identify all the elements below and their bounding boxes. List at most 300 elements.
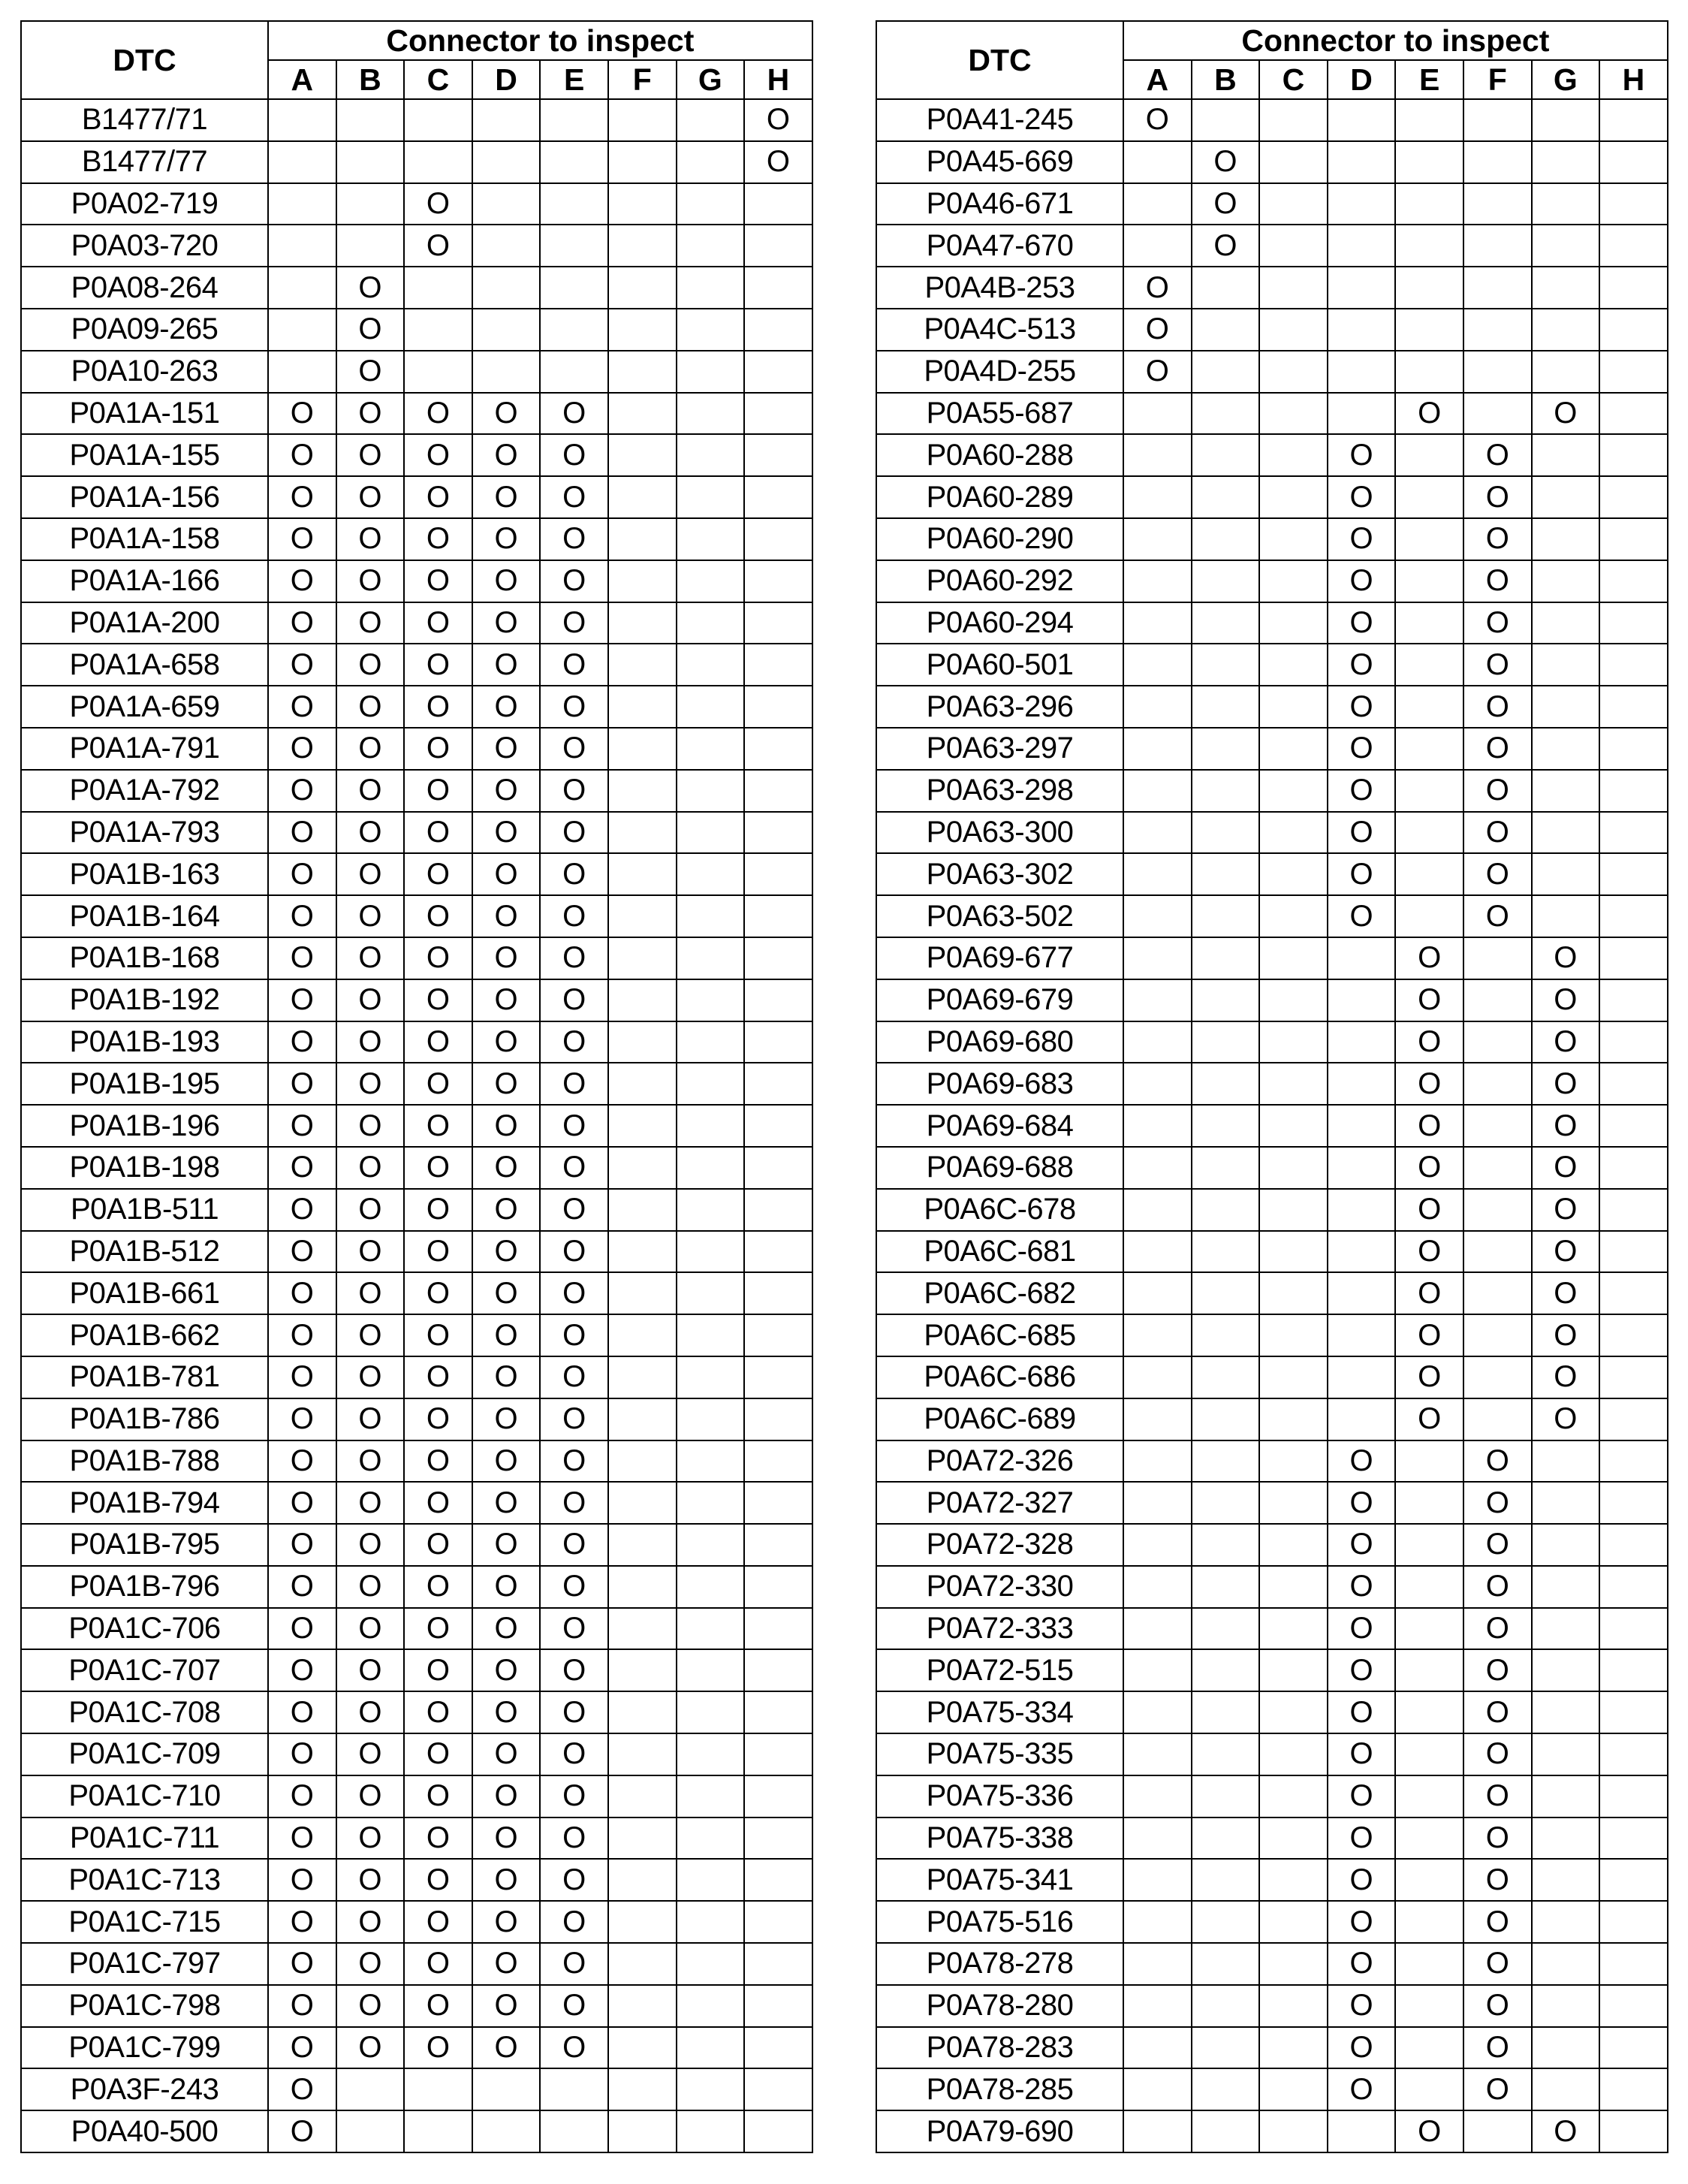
connector-cell-e <box>1395 895 1463 937</box>
connector-cell-f <box>608 1943 677 1985</box>
dtc-code: P0A1C-711 <box>21 1817 268 1860</box>
connector-cell-h <box>1599 1733 1668 1775</box>
connector-cell-f: O <box>1463 1901 1532 1943</box>
connector-cell-a <box>1123 434 1192 476</box>
connector-cell-f: O <box>1463 1859 1532 1901</box>
connector-cell-e: O <box>540 770 608 812</box>
connector-cell-a <box>1123 1943 1192 1985</box>
connector-cell-c <box>404 309 472 351</box>
table-row <box>876 1105 1668 1147</box>
connector-cell-f: O <box>1463 2068 1532 2110</box>
dtc-code: P0A1C-710 <box>21 1775 268 1817</box>
connector-cell-c: O <box>404 1566 472 1608</box>
connector-cell-b <box>1192 1608 1260 1650</box>
connector-cell-d: O <box>472 1314 541 1356</box>
table-row <box>876 1314 1668 1356</box>
connector-cell-c <box>1259 1147 1328 1189</box>
connector-cell-g <box>677 1566 745 1608</box>
left-table-body <box>21 99 812 2152</box>
connector-cell-g <box>677 1985 745 2027</box>
table-row <box>21 267 812 309</box>
connector-cell-b: O <box>336 434 405 476</box>
connector-cell-f <box>1463 1063 1532 1105</box>
connector-cell-c: O <box>404 1775 472 1817</box>
connector-cell-e <box>1395 141 1463 183</box>
connector-cell-a: O <box>268 1398 336 1440</box>
connector-cell-f <box>1463 393 1532 435</box>
connector-cell-c <box>404 351 472 393</box>
dtc-code: P0A1B-168 <box>21 937 268 979</box>
connector-cell-a: O <box>268 937 336 979</box>
connector-cell-h <box>1599 853 1668 895</box>
connector-cell-d: O <box>472 1649 541 1691</box>
connector-cell-b <box>1192 267 1260 309</box>
dtc-code: P0A1A-658 <box>21 644 268 686</box>
table-row <box>876 770 1668 812</box>
connector-cell-e <box>540 183 608 225</box>
connector-cell-b: O <box>336 1985 405 2027</box>
dtc-code: P0A78-285 <box>876 2068 1123 2110</box>
connector-cell-b: O <box>1192 225 1260 267</box>
connector-cell-d: O <box>1328 1859 1396 1901</box>
connector-cell-f: O <box>1463 2027 1532 2069</box>
connector-cell-a: O <box>268 1524 336 1566</box>
connector-cell-a <box>1123 1105 1192 1147</box>
connector-cell-b: O <box>336 1524 405 1566</box>
connector-cell-e: O <box>540 1817 608 1860</box>
connector-cell-f <box>608 1649 677 1691</box>
connector-cell-e: O <box>540 1105 608 1147</box>
connector-cell-c: O <box>404 518 472 560</box>
connector-cell-h <box>1599 560 1668 602</box>
connector-cell-c: O <box>404 1147 472 1189</box>
connector-cell-f <box>1463 1021 1532 1063</box>
connector-cell-g <box>1532 1566 1600 1608</box>
dtc-code: P0A1A-659 <box>21 686 268 728</box>
connector-cell-b: O <box>336 1231 405 1273</box>
connector-cell-f <box>1463 979 1532 1021</box>
connector-cell-a <box>1123 1482 1192 1524</box>
connector-cell-h <box>744 2110 812 2152</box>
connector-cell-b: O <box>336 1691 405 1733</box>
connector-cell-h <box>744 1356 812 1398</box>
dtc-code: P0A1A-151 <box>21 393 268 435</box>
connector-cell-g <box>1532 1482 1600 1524</box>
table-row <box>876 895 1668 937</box>
table-row <box>21 99 812 141</box>
connector-cell-e <box>1395 1691 1463 1733</box>
connector-cell-d: O <box>472 1608 541 1650</box>
connector-cell-h <box>744 434 812 476</box>
connector-cell-f <box>1463 99 1532 141</box>
connector-cell-h <box>744 1775 812 1817</box>
dtc-code: P0A1A-793 <box>21 812 268 854</box>
connector-cell-b: O <box>336 728 405 770</box>
connector-cell-d: O <box>1328 1440 1396 1483</box>
connector-cell-c: O <box>404 1105 472 1147</box>
table-row <box>876 225 1668 267</box>
connector-cell-g: O <box>1532 1063 1600 1105</box>
connector-cell-g <box>677 853 745 895</box>
connector-cell-d: O <box>472 560 541 602</box>
connector-cell-g <box>677 1608 745 1650</box>
connector-cell-c <box>1259 518 1328 560</box>
connector-cell-g <box>677 2068 745 2110</box>
connector-cell-g <box>1532 1691 1600 1733</box>
dtc-code: P0A72-328 <box>876 1524 1123 1566</box>
connector-cell-h <box>1599 728 1668 770</box>
connector-cell-a <box>1123 1775 1192 1817</box>
connector-cell-b: O <box>336 351 405 393</box>
connector-cell-e: O <box>540 1231 608 1273</box>
connector-cell-g <box>677 1272 745 1314</box>
connector-cell-b <box>1192 309 1260 351</box>
connector-cell-f <box>608 1147 677 1189</box>
table-row <box>21 393 812 435</box>
connector-cell-a <box>1123 1985 1192 2027</box>
table-row <box>21 1733 812 1775</box>
dtc-code: P0A4B-253 <box>876 267 1123 309</box>
connector-cell-d: O <box>1328 686 1396 728</box>
connector-cell-a <box>1123 141 1192 183</box>
connector-cell-d: O <box>1328 1691 1396 1733</box>
table-row <box>21 1272 812 1314</box>
dtc-code: P0A1C-715 <box>21 1901 268 1943</box>
connector-cell-g <box>677 1440 745 1483</box>
connector-cell-f <box>608 518 677 560</box>
dtc-code: P0A1B-198 <box>21 1147 268 1189</box>
connector-cell-e <box>1395 518 1463 560</box>
connector-cell-h <box>1599 1943 1668 1985</box>
connector-cell-f <box>608 979 677 1021</box>
table-row <box>876 853 1668 895</box>
connector-cell-e <box>540 351 608 393</box>
dtc-code: P0A75-336 <box>876 1775 1123 1817</box>
connector-cell-f <box>1463 351 1532 393</box>
connector-cell-e <box>1395 1901 1463 1943</box>
connector-cell-b <box>1192 1901 1260 1943</box>
connector-header: Connector to inspect <box>268 21 812 60</box>
connector-cell-h <box>744 1817 812 1860</box>
connector-cell-a <box>1123 1021 1192 1063</box>
connector-cell-h <box>1599 1105 1668 1147</box>
connector-cell-g <box>1532 770 1600 812</box>
connector-cell-f <box>608 1733 677 1775</box>
connector-cell-d <box>472 141 541 183</box>
connector-cell-c <box>1259 1189 1328 1231</box>
dtc-header: DTC <box>876 21 1123 99</box>
connector-cell-e <box>1395 686 1463 728</box>
dtc-code: P0A1A-158 <box>21 518 268 560</box>
connector-cell-h <box>744 770 812 812</box>
connector-cell-a <box>1123 1440 1192 1483</box>
connector-cell-a <box>1123 853 1192 895</box>
dtc-code: P0A72-326 <box>876 1440 1123 1483</box>
connector-cell-g <box>677 476 745 518</box>
dtc-code: P0A1C-707 <box>21 1649 268 1691</box>
connector-cell-a <box>1123 1691 1192 1733</box>
connector-cell-a: O <box>268 1608 336 1650</box>
connector-cell-b <box>1192 1314 1260 1356</box>
connector-cell-a <box>1123 1063 1192 1105</box>
table-row <box>876 602 1668 644</box>
table-row <box>21 351 812 393</box>
connector-cell-h <box>1599 1063 1668 1105</box>
table-row <box>21 560 812 602</box>
connector-cell-f <box>608 937 677 979</box>
connector-cell-f <box>1463 1147 1532 1189</box>
connector-cell-g <box>1532 2027 1600 2069</box>
table-row <box>21 1189 812 1231</box>
connector-cell-h <box>744 1943 812 1985</box>
connector-cell-h <box>1599 183 1668 225</box>
connector-cell-d: O <box>472 728 541 770</box>
connector-cell-d: O <box>472 1147 541 1189</box>
connector-cell-a: O <box>268 1733 336 1775</box>
connector-cell-f <box>608 351 677 393</box>
connector-cell-e: O <box>1395 2110 1463 2152</box>
connector-cell-c: O <box>404 1189 472 1231</box>
connector-cell-b <box>1192 2027 1260 2069</box>
connector-cell-e <box>1395 309 1463 351</box>
connector-cell-b: O <box>336 644 405 686</box>
connector-cell-a <box>1123 1147 1192 1189</box>
connector-cell-f <box>1463 1189 1532 1231</box>
table-row <box>876 434 1668 476</box>
connector-cell-c <box>1259 1691 1328 1733</box>
connector-cell-b <box>1192 895 1260 937</box>
dtc-code: P0A1C-799 <box>21 2027 268 2069</box>
connector-cell-f <box>608 770 677 812</box>
connector-cell-a: O <box>268 1985 336 2027</box>
connector-cell-c <box>1259 1105 1328 1147</box>
connector-cell-g <box>677 518 745 560</box>
table-row <box>21 728 812 770</box>
connector-cell-g: O <box>1532 1189 1600 1231</box>
table-row <box>876 1189 1668 1231</box>
table-row <box>876 141 1668 183</box>
connector-cell-b <box>1192 770 1260 812</box>
connector-cell-h <box>1599 1440 1668 1483</box>
dtc-code: P0A1B-781 <box>21 1356 268 1398</box>
connector-cell-a: O <box>268 644 336 686</box>
dtc-code: P0A6C-681 <box>876 1231 1123 1273</box>
dtc-code: P0A60-288 <box>876 434 1123 476</box>
table-row <box>21 2027 812 2069</box>
connector-cell-b: O <box>336 979 405 1021</box>
table-row <box>21 476 812 518</box>
connector-cell-h <box>1599 225 1668 267</box>
connector-cell-e: O <box>540 1021 608 1063</box>
connector-cell-b: O <box>336 1021 405 1063</box>
connector-cell-c: O <box>404 1817 472 1860</box>
connector-cell-a: O <box>268 1943 336 1985</box>
connector-cell-a: O <box>268 2068 336 2110</box>
right-table-body <box>876 99 1668 2152</box>
table-row <box>876 476 1668 518</box>
connector-cell-b: O <box>336 1775 405 1817</box>
connector-cell-e: O <box>540 895 608 937</box>
connector-cell-f <box>608 1105 677 1147</box>
connector-cell-b <box>1192 1272 1260 1314</box>
table-row <box>876 1733 1668 1775</box>
table-row <box>876 351 1668 393</box>
table-row <box>21 979 812 1021</box>
connector-cell-g <box>1532 1985 1600 2027</box>
connector-cell-d: O <box>472 1272 541 1314</box>
dtc-code: P0A6C-678 <box>876 1189 1123 1231</box>
table-row <box>21 853 812 895</box>
table-row <box>21 1985 812 2027</box>
connector-cell-d: O <box>1328 1775 1396 1817</box>
connector-cell-e: O <box>540 1859 608 1901</box>
dtc-code: P0A1B-164 <box>21 895 268 937</box>
dtc-code: P0A69-683 <box>876 1063 1123 1105</box>
connector-cell-c: O <box>404 183 472 225</box>
dtc-code: P0A79-690 <box>876 2110 1123 2152</box>
connector-cell-b <box>1192 1231 1260 1273</box>
connector-cell-g <box>1532 225 1600 267</box>
connector-cell-b <box>1192 1063 1260 1105</box>
connector-cell-e: O <box>1395 1398 1463 1440</box>
connector-cell-e: O <box>540 1649 608 1691</box>
connector-cell-d: O <box>1328 1482 1396 1524</box>
column-header-a: A <box>1123 60 1192 99</box>
connector-cell-b: O <box>336 937 405 979</box>
table-row <box>876 1231 1668 1273</box>
connector-cell-h <box>1599 1231 1668 1273</box>
connector-cell-e <box>540 141 608 183</box>
connector-cell-d <box>472 2068 541 2110</box>
connector-cell-e: O <box>540 560 608 602</box>
connector-cell-g <box>677 1482 745 1524</box>
table-row <box>876 1021 1668 1063</box>
table-row <box>876 393 1668 435</box>
connector-cell-h <box>744 2027 812 2069</box>
connector-cell-h <box>1599 99 1668 141</box>
connector-cell-g: O <box>1532 393 1600 435</box>
dtc-code: P0A1B-193 <box>21 1021 268 1063</box>
connector-cell-h <box>1599 1901 1668 1943</box>
table-row <box>21 1859 812 1901</box>
connector-cell-g <box>1532 895 1600 937</box>
connector-cell-e: O <box>540 853 608 895</box>
connector-cell-f <box>608 1231 677 1273</box>
connector-cell-c <box>1259 1733 1328 1775</box>
connector-cell-a: O <box>268 728 336 770</box>
connector-cell-e <box>1395 1775 1463 1817</box>
connector-cell-e: O <box>540 1943 608 1985</box>
connector-cell-g <box>677 434 745 476</box>
dtc-code: P0A72-327 <box>876 1482 1123 1524</box>
dtc-code: P0A6C-685 <box>876 1314 1123 1356</box>
connector-cell-a <box>1123 1524 1192 1566</box>
connector-cell-b: O <box>336 602 405 644</box>
connector-cell-c: O <box>404 1901 472 1943</box>
connector-cell-d: O <box>472 1901 541 1943</box>
column-header-c: C <box>1259 60 1328 99</box>
connector-cell-h <box>1599 2110 1668 2152</box>
connector-cell-g <box>1532 644 1600 686</box>
connector-cell-e <box>1395 1482 1463 1524</box>
connector-cell-d: O <box>472 770 541 812</box>
dtc-code: P0A69-677 <box>876 937 1123 979</box>
connector-cell-c <box>1259 351 1328 393</box>
connector-cell-c <box>404 267 472 309</box>
connector-cell-f <box>608 560 677 602</box>
dtc-code: P0A69-680 <box>876 1021 1123 1063</box>
connector-cell-d: O <box>1328 518 1396 560</box>
table-row <box>876 560 1668 602</box>
connector-cell-b: O <box>1192 183 1260 225</box>
dtc-code: P0A1A-155 <box>21 434 268 476</box>
table-row <box>876 1943 1668 1985</box>
connector-header: Connector to inspect <box>1123 21 1668 60</box>
connector-cell-a <box>268 309 336 351</box>
connector-cell-b: O <box>336 1608 405 1650</box>
connector-cell-f <box>1463 267 1532 309</box>
connector-cell-h <box>744 895 812 937</box>
connector-cell-e: O <box>1395 979 1463 1021</box>
column-header-f: F <box>608 60 677 99</box>
dtc-code: P0A1A-156 <box>21 476 268 518</box>
column-header-d: D <box>472 60 541 99</box>
connector-cell-e: O <box>540 393 608 435</box>
connector-cell-h <box>1599 267 1668 309</box>
connector-cell-g <box>1532 267 1600 309</box>
connector-cell-a <box>1123 1566 1192 1608</box>
connector-cell-c <box>1259 2110 1328 2152</box>
connector-cell-g: O <box>1532 1314 1600 1356</box>
connector-cell-b <box>1192 99 1260 141</box>
connector-cell-h <box>744 1189 812 1231</box>
connector-cell-g <box>677 309 745 351</box>
connector-cell-e <box>1395 2068 1463 2110</box>
dtc-code: P0A03-720 <box>21 225 268 267</box>
connector-cell-f <box>608 2110 677 2152</box>
connector-cell-b: O <box>336 1943 405 1985</box>
connector-cell-a <box>1123 644 1192 686</box>
connector-cell-a: O <box>268 812 336 854</box>
connector-cell-e: O <box>540 1189 608 1231</box>
table-row <box>21 1482 812 1524</box>
table-row <box>876 99 1668 141</box>
connector-cell-g <box>677 1189 745 1231</box>
connector-cell-f <box>608 602 677 644</box>
connector-cell-e: O <box>540 728 608 770</box>
dtc-table-right <box>876 20 1668 2153</box>
connector-cell-a: O <box>268 518 336 560</box>
connector-cell-e: O <box>1395 937 1463 979</box>
connector-cell-e: O <box>540 937 608 979</box>
connector-cell-e: O <box>1395 393 1463 435</box>
connector-cell-h <box>1599 1985 1668 2027</box>
connector-cell-c: O <box>404 1063 472 1105</box>
connector-cell-h <box>1599 686 1668 728</box>
connector-cell-g: O <box>1532 1021 1600 1063</box>
connector-cell-a <box>1123 686 1192 728</box>
dtc-code: P0A60-294 <box>876 602 1123 644</box>
connector-cell-b: O <box>336 1398 405 1440</box>
connector-cell-c <box>1259 937 1328 979</box>
connector-cell-h <box>744 686 812 728</box>
dtc-code: P0A47-670 <box>876 225 1123 267</box>
connector-cell-c <box>1259 560 1328 602</box>
connector-cell-d <box>1328 1021 1396 1063</box>
connector-cell-f <box>608 853 677 895</box>
connector-cell-e: O <box>540 812 608 854</box>
connector-cell-f <box>1463 309 1532 351</box>
